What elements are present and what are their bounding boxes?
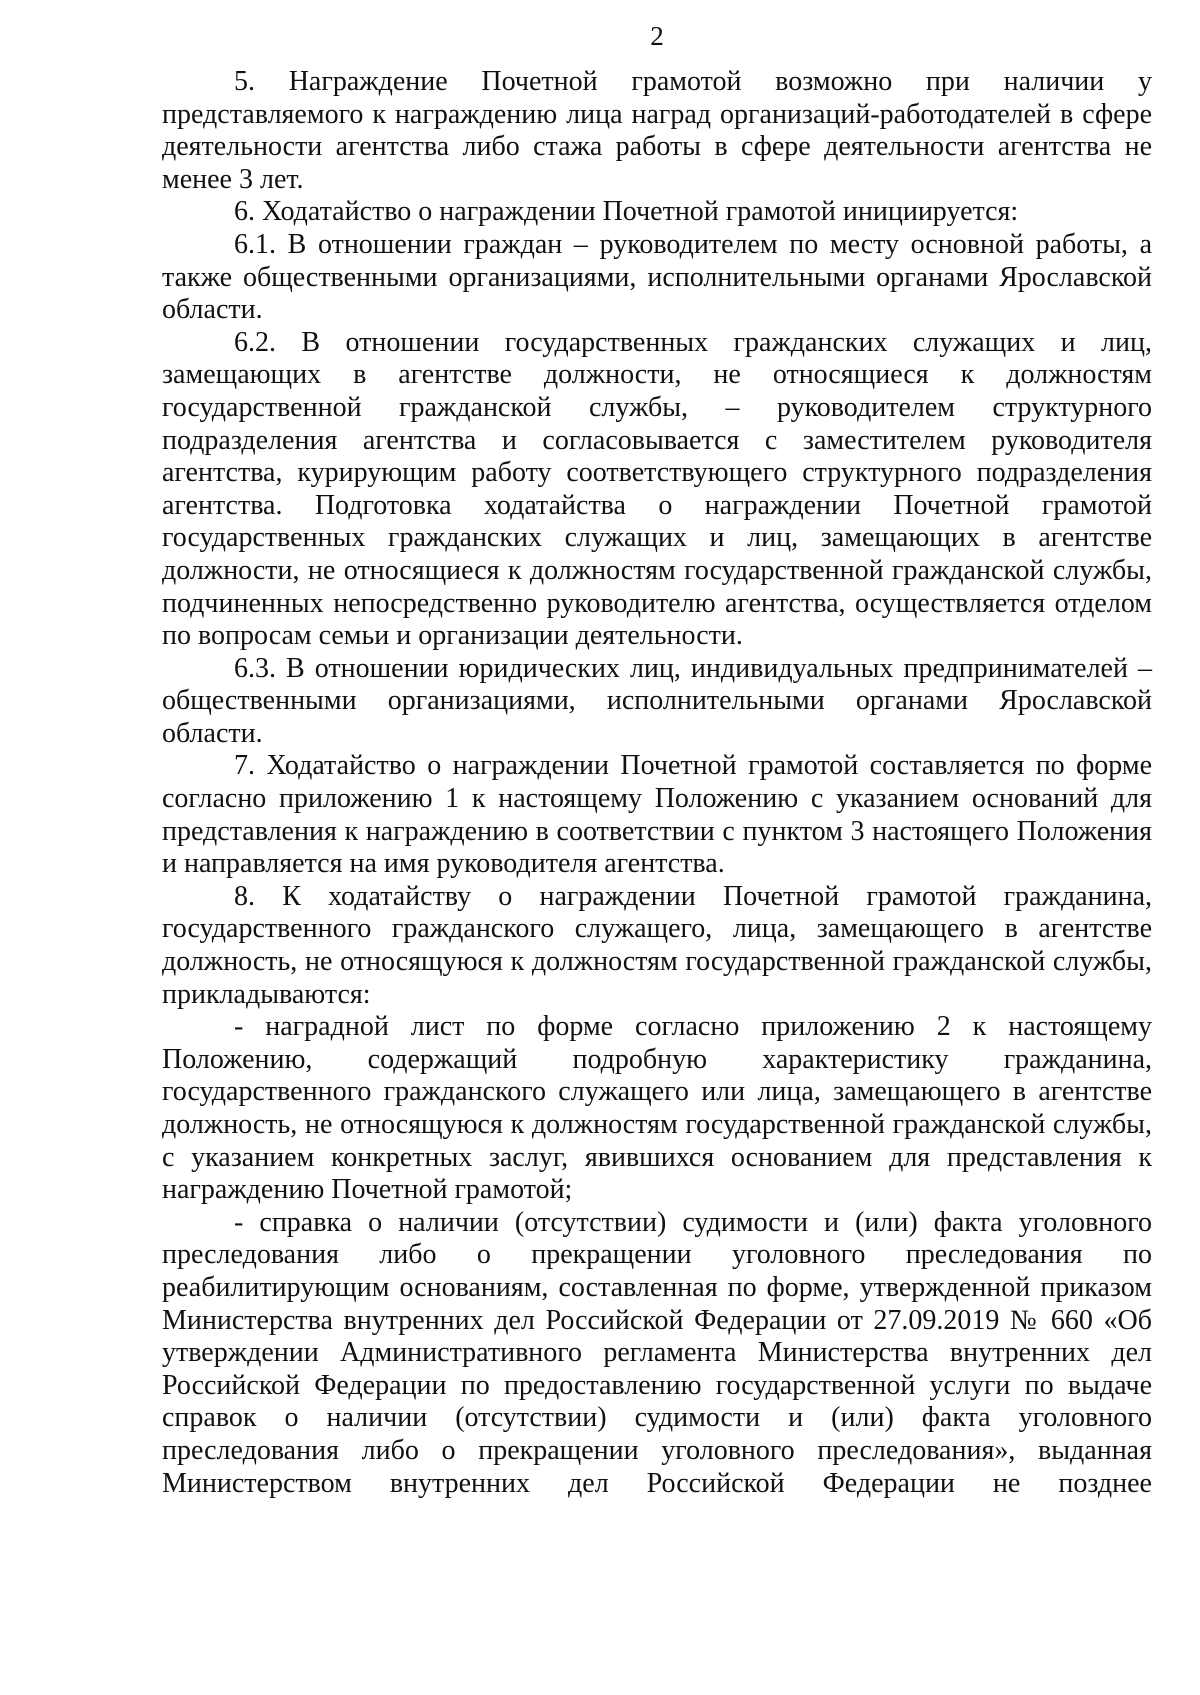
list-item-criminal-record-certificate: - справка о наличии (отсутствии) судимости и (или) факта уголовного преследования либо о прекращении уголовного преследования по реабилитирующим основаниям, составленная по форме, утвержденной приказом Министерства внутренних дел Российской Федерации от 27.09.2019 № 660 «Об утверждении Административного регламента Министерства внутренних дел Российской Федерации по предоставлению государственной услуги по выдаче справок о наличии (отсутствии) судимости и (или) факта уголовного преследования либо о прекращении уголовного преследования», выданная Министерством внутренних дел Российской Федерации не позднее — [162, 1206, 1152, 1499]
document-body — [162, 66, 1152, 1500]
paragraph-6: 6. Ходатайство о награждении Почетной грамотой инициируется: — [234, 196, 1019, 228]
paragraph-8: 8. К ходатайству о награждении Почетной грамотой гражданина, государственного гражданского служащего, лица, замещающего в агентстве должность, не относящуюся к должностям государственной гражданской службы, прикладываются: — [162, 880, 1152, 1010]
list-item-award-sheet: - наградной лист по форме согласно приложению 2 к настоящему Положению, содержащий подробную характеристику гражданина, государственного гражданского служащего или лица, замещающего в агентстве должность, не относящуюся к должностям государственной гражданской службы, с указанием конкретных заслуг, явившихся основанием для представления к награждению Почетной грамотой; — [162, 1011, 1152, 1206]
paragraph-6-3: 6.3. В отношении юридических лиц, индивидуальных предпринимателей – общественными организациями, исполнительными органами Ярославской области. — [162, 652, 1152, 749]
paragraph-7: 7. Ходатайство о награждении Почетной грамотой составляется по форме согласно приложению 1 к настоящему Положению с указанием оснований для представления к награждению в соответствии с пунктом 3 настоящего Положения и направляется на имя руководителя агентства. — [162, 750, 1152, 880]
paragraph-6-2: 6.2. В отношении государственных гражданских служащих и лиц, замещающих в агентстве должности, не относящиеся к должностям государственной гражданской службы, – руководителем структурного подразделения агентства и согласовывается с заместителем руководителя агентства, курирующим работу соответствующего структурного подразделения агентства. Подготовка ходатайства о награждении Почетной грамотой государственных гражданских служащих и лиц, замещающих в агентстве должности, не относящиеся к должностям государственной гражданской службы, подчиненных непосредственно руководителю агентства, осуществляется отделом по вопросам семьи и организации деятельности. — [162, 326, 1152, 652]
paragraph-6-1: 6.1. В отношении граждан – руководителем по месту основной работы, а также общественными организациями, исполнительными органами Ярославской области. — [162, 228, 1152, 326]
page-number: 2 — [650, 21, 664, 51]
paragraph-5: 5. Награждение Почетной грамотой возможно при наличии у представляемого к награждению лица наград организаций-работодателей в сфере деятельности агентства либо стажа работы в сфере деятельности агентства не менее 3 лет. — [162, 66, 1152, 195]
